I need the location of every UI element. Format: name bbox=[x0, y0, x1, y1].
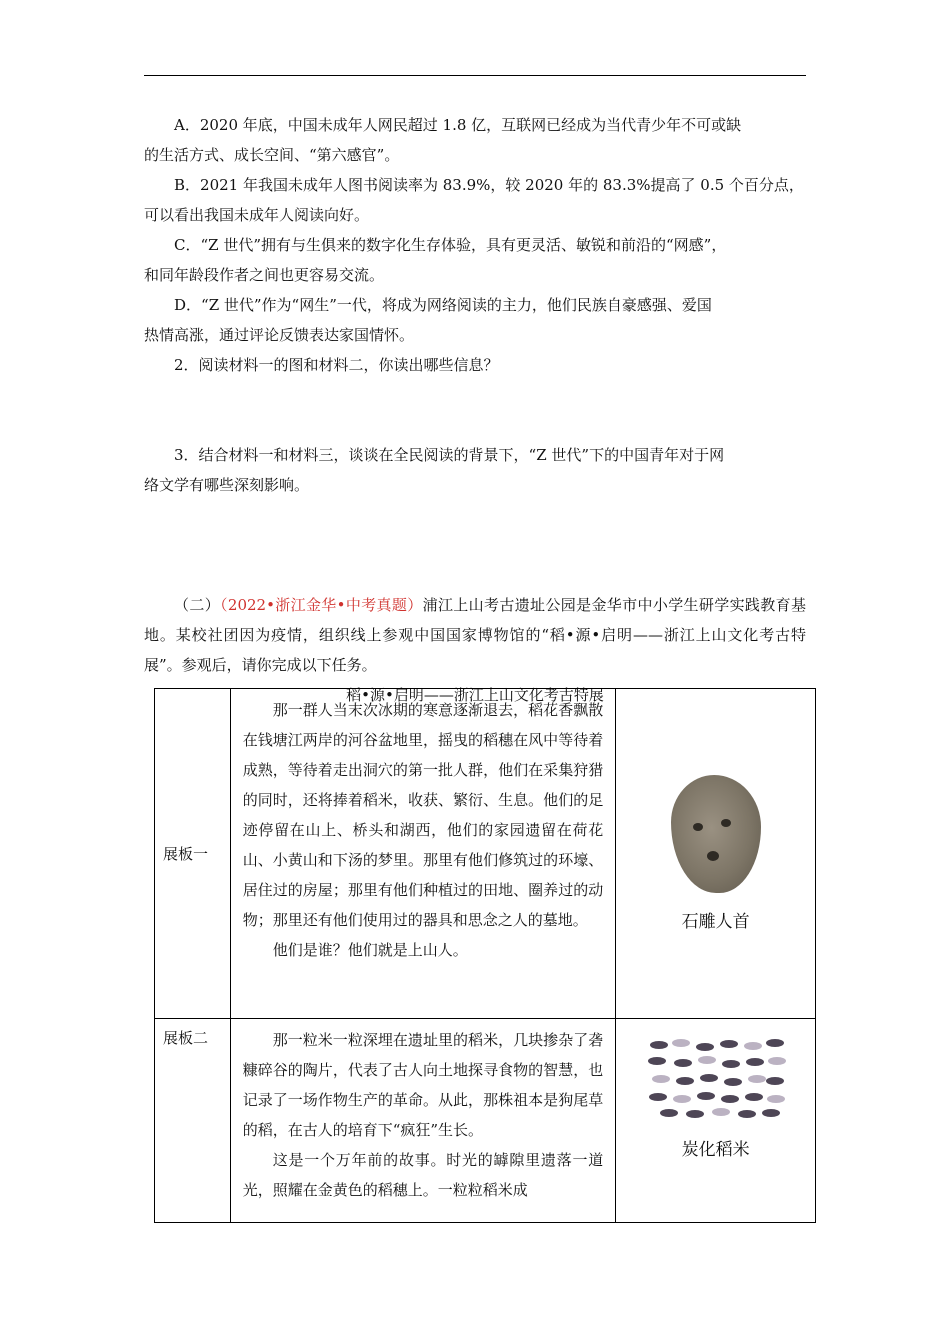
question-3: 3．结合材料一和材料三，谈谈在全民阅读的背景下，“Z 世代”下的中国青年对于网 bbox=[174, 446, 725, 464]
image-caption: 炭化稻米 bbox=[681, 1140, 750, 1160]
rice-grains-image bbox=[646, 1037, 786, 1121]
table-title: 稻•源•启明——浙江上山文化考古特展 bbox=[346, 686, 604, 704]
table-row bbox=[155, 1019, 816, 1223]
section-2-intro: （二）（2022•浙江金华•中考真题）浦江上山考古遗址公园是金华市中小学生研学实践教育基地。某校社团因为疫情，组织线上参观中国国家博物馆的“稻•源•启明——浙江上山文化考古特展”。参观后，请你完成以下任务。 bbox=[144, 596, 806, 674]
option-c: C．“Z 世代”拥有与生俱来的数字化生存体验，具有更灵活、敏锐和前沿的“网感”， bbox=[174, 236, 727, 254]
option-a: A．2020 年底，中国未成年人网民超过 1.8 亿，互联网已经成为当代青少年不可或缺 bbox=[174, 116, 742, 134]
row-label: 展板二 bbox=[155, 1019, 231, 1223]
row-label: 展板一 bbox=[155, 689, 231, 1019]
option-c-cont: 和同年龄段作者之间也更容易交流。 bbox=[144, 266, 385, 284]
row-text bbox=[230, 689, 616, 1019]
row-paragraph: 这是一个万年前的故事。时光的罅隙里遗落一道光，照耀在金黄色的稻穗上。一粒粒稻米成 bbox=[242, 1151, 604, 1199]
row-paragraph: 那一群人当末次冰期的寒意逐渐退去，稻花香飘散在钱塘江两岸的河谷盆地里，摇曳的稻穗在风中等待着成熟，等待着走出洞穴的第一批人群，他们在采集狩猎的同时，还将捧着稻米，收获、繁衍、生息。他们的足迹停留在山上、桥头和湖西，他们的家园遗留在荷花山、小黄山和下汤的梦里。那里有他们修筑过的环壕、居住过的房屋；那里有他们种植过的田地、圈养过的动物；那里还有他们使用过的器具和思念之人的墓地。 bbox=[242, 701, 604, 929]
row-image-cell bbox=[616, 1019, 816, 1223]
option-d-cont: 热情高涨，通过评论反馈表达家国情怀。 bbox=[144, 326, 415, 344]
table-row bbox=[155, 689, 816, 1019]
row-paragraph: 那一粒米一粒深埋在遗址里的稻米，几块掺杂了砻糠碎谷的陶片，代表了古人向土地探寻食物的智慧，也记录了一场作物生产的革命。从此，那株祖本是狗尾草的稻，在古人的培育下“疯狂”生长。 bbox=[242, 1031, 604, 1139]
image-caption: 石雕人首 bbox=[681, 912, 750, 932]
row-text bbox=[230, 1019, 616, 1223]
source-tag: （2022•浙江金华•中考真题） bbox=[220, 596, 423, 614]
stone-head-image bbox=[671, 775, 761, 893]
option-b-cont: 可以看出我国未成年人阅读向好。 bbox=[144, 206, 370, 224]
question-3-cont: 络文学有哪些深刻影响。 bbox=[144, 476, 310, 494]
option-a-cont: 的生活方式、成长空间、“第六感官”。 bbox=[144, 146, 400, 164]
option-d: D．“Z 世代”作为“网生”一代，将成为网络阅读的主力，他们民族自豪感强、爱国 bbox=[174, 296, 712, 314]
row-image-cell bbox=[616, 689, 816, 1019]
document-body bbox=[144, 110, 806, 710]
option-b: B．2021 年我国未成年人图书阅读率为 83.9%，较 2020 年的 83.3%提高了 0.5 个百分点， bbox=[174, 176, 804, 194]
exhibit-table bbox=[154, 688, 816, 1223]
row-paragraph: 他们是谁？他们就是上山人。 bbox=[272, 941, 468, 959]
question-2: 2．阅读材料一的图和材料二，你读出哪些信息？ bbox=[174, 356, 499, 374]
header-rule bbox=[144, 75, 806, 76]
